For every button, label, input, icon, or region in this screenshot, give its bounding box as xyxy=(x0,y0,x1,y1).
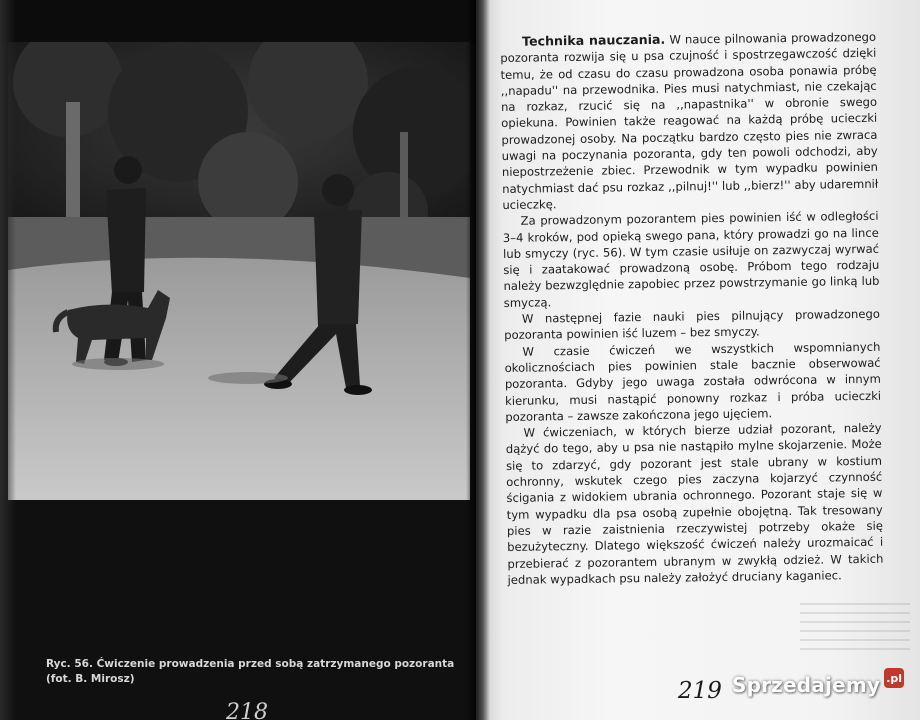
photograph xyxy=(8,42,470,500)
caption-panel xyxy=(0,500,478,720)
book-spine xyxy=(466,0,490,720)
watermark xyxy=(732,668,904,702)
figure-caption: Ryc. 56. Ćwiczenie prowadzenia przed sobą zatrzymanego pozoranta (fot. B. Mirosz) xyxy=(46,658,455,685)
top-margin xyxy=(0,0,478,44)
paragraph: Technika nauczania. W nauce pilnowania prowadzonego pozoranta rozwija się u psa czujność i spostrzegawczość dzięki temu, że od czasu do czasu prowadzona osoba ponawia próbę ,,napadu'' na przewodnika. Pies musi natychmiast, nie czekając na rozkaz, rzucić się na ,,napastnika'' w obronie swego opiekuna. Powinien także reagować na każdą próbę ucieczki prowadzonej osoby. Na początku bardzo często pies nie zwraca uwagi na poczynania pozoranta, gdy ten powoli odchodzi, aby niepostrzeżenie zbiec. Przewodnik w tym wypadku powinien natychmiast dać psu rozkaz ,,pilnuj!'' lub ,,bierz!'' aby udaremnił ucieczkę. xyxy=(500,29,879,212)
watermark-badge: .pl xyxy=(884,668,904,688)
paragraph: W ćwiczeniach, w których bierze udział pozorant, należy dążyć do tego, aby u psa nie nastąpiło mylne skojarzenie. Może się to zdarzyć, gdy pozorant jest stale ubrany w kostium ochronny, wskutek czego pies zaczyna kojarzyć czynność ścigania z widokiem ubrania ochronnego. Pozorant staje się w tym wypadku dla psa osobą zupełnie obojętną. Tak tresowany pies w razie zaistnienia rzeczywistej potrzeby okaże się bezużyteczny. Dlatego większość ćwiczeń należy urozmaicać i przebierać z pozorantem ubranym w zwykłą odzież. W takich jednak wypadkach psu należy założyć druciany kaganiec. xyxy=(505,420,884,587)
paragraph: Za prowadzonym pozorantem pies powinien iść w odległości 3–4 kroków, pod opieką swego pana, który prowadzi go na lince lub smyczy (ryc. 56). W tym czasie usiłuje on zazwyczaj wyrwać się i zaatakować prowadzoną osobę. Próbom tego rodzaju należy bezwzględnie zapobiec przez powstrzymanie go linką lub smyczą. xyxy=(502,208,880,310)
paragraph: W następnej fazie nauki pies pilnujący prowadzonego pozoranta powinien iść luzem – bez smyczy. xyxy=(504,306,881,343)
tree-trunk xyxy=(66,102,80,232)
page-number-left: 218 xyxy=(226,700,268,720)
photo-scene xyxy=(8,42,470,500)
paragraph: W czasie ćwiczeń we wszystkich wspomnianych okolicznościach pies powinien stale bacznie obserwować pozoranta. Gdyby jego uwaga została odwrócona w innym kierunku, musi nastąpić ponowny rozkaz i próba ucieczki pozoranta – zawsze zakończona jego ujęciem. xyxy=(504,339,882,424)
page-edge xyxy=(0,0,16,720)
section-heading: Technika nauczania. xyxy=(521,31,666,49)
page-number-right: 219 xyxy=(678,678,722,704)
right-page xyxy=(476,0,920,720)
show-through-text xyxy=(800,596,910,666)
watermark-text: Sprzedajemy xyxy=(732,673,881,697)
text-column xyxy=(500,29,884,588)
